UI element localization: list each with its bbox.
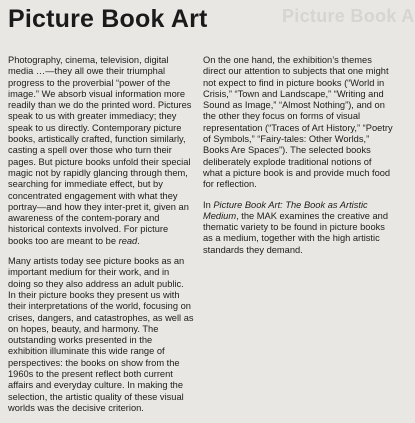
bleed-through-text: Picture Book A bbox=[282, 6, 415, 26]
paragraph-intro bbox=[8, 55, 194, 247]
page-title: Picture Book Art bbox=[8, 5, 208, 33]
exhibition-title-emphasis: Picture Book Art: The Book as Artistic Medium bbox=[203, 199, 368, 221]
paragraph-themes: On the one hand, the exhibition’s themes direct our attention to subjects that one might not expect to find in picture books (“World in Crisis,” “Town and Landscape,” “Writing and Sound as Image,” “Almost Nothing”), and on the other they focus on forms of visual representation (“Traces of Art History,” “Poetry of Symbols,” “Fairy-tales: Other Worlds,” Books Are Spaces”). The selected books deliberately explode traditional notions of what a picture book is and provide much food for reflection. bbox=[203, 55, 393, 190]
right-column bbox=[203, 55, 393, 265]
paragraph-artists: Many artists today see picture books as an important medium for their work, and in doing so they also address an adult public. In their picture books they present us with their interpretations of the world, focusing on crises, dangers, and catastrophes, as well as on hopes, beauty, and harmony. The outstanding works presented in the exhibition illuminate this wide range of perspectives: the books on show from the 1960s to the present reflect both current affairs and everyday culture. In making the selection, the artistic quality of these visual worlds was the decisive criterion. bbox=[8, 256, 194, 413]
paragraph-intro-text: Photography, cinema, television, digital media …—they all owe their triumphal progress to the proverbial “power of the image.” We absorb visual information more readily than we do the printed word. Pictures speak to us with greater immediacy; they speak to us directly. Contemporary picture books, artistically crafted, function similarly, casting a spell over those who turn their pages. But picture books unfold their special magic not by rapidly glancing through them, searching for immediate effect, but by concentrated engagement with what they portray—and how they inter-pret it, given an awareness of the contem-porary and historical contexts involved. For picture books too are meant to be bbox=[8, 55, 192, 246]
paragraph-intro-end: . bbox=[137, 235, 140, 246]
paragraph-mak-prefix: In bbox=[203, 199, 214, 210]
left-column bbox=[8, 55, 194, 423]
emphasis-read: read bbox=[118, 235, 138, 246]
paragraph-mak bbox=[203, 200, 393, 256]
paragraph-mak-suffix: , the MAK examines the creative and thematic variety to be found in picture books as a medium, together with the high artistic standards they demand. bbox=[203, 210, 389, 255]
